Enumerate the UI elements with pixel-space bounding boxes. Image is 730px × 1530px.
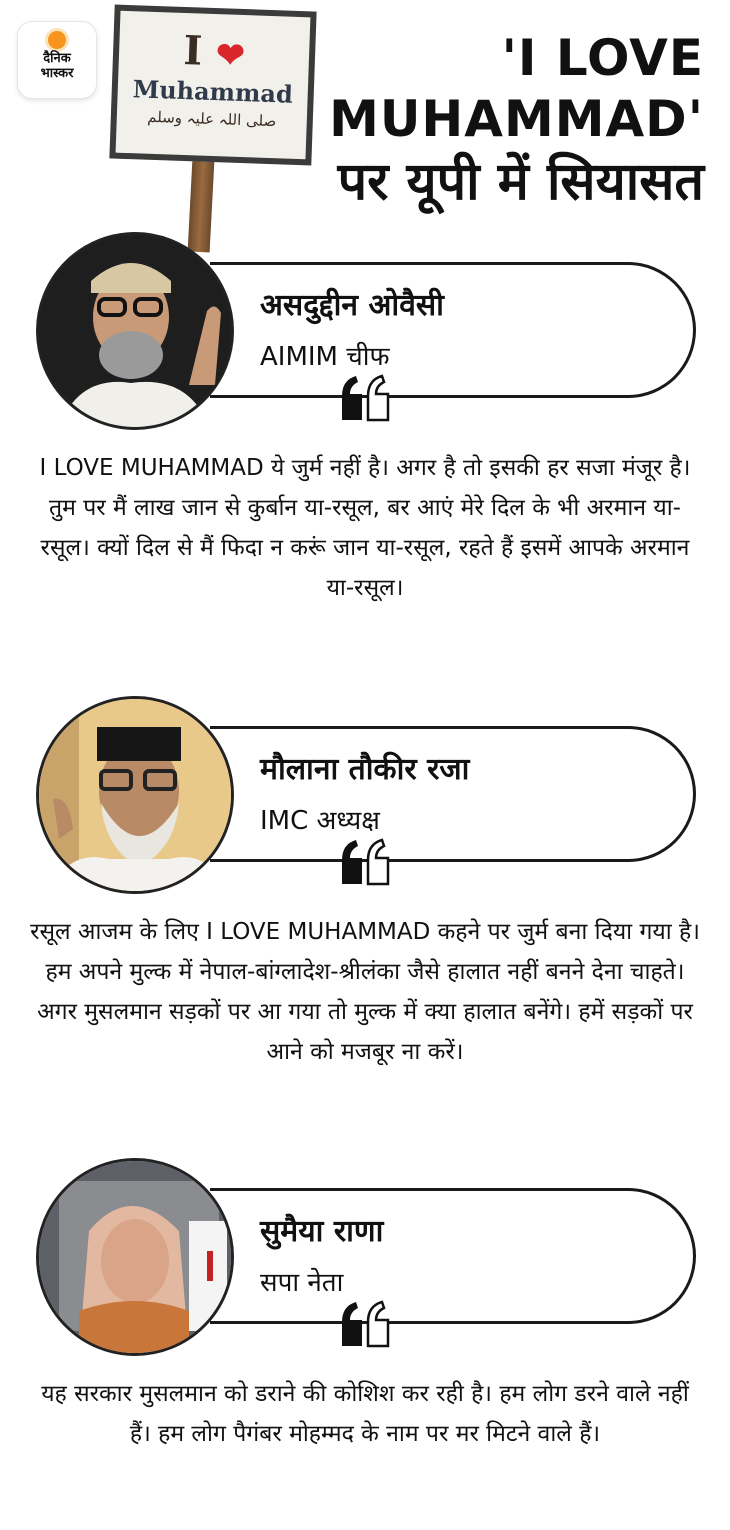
placard-line1 bbox=[118, 25, 310, 79]
quote-icon bbox=[340, 1298, 392, 1348]
placard-line2: Muhammad bbox=[132, 74, 294, 109]
title-line3: पर यूपी में सियासत bbox=[337, 152, 704, 212]
speaker-card-1 bbox=[210, 262, 696, 398]
speaker-photo-2 bbox=[36, 696, 234, 894]
placard-stick bbox=[188, 159, 215, 252]
speaker-card-2 bbox=[210, 726, 696, 862]
quote-icon bbox=[340, 836, 392, 886]
speaker-photo-1 bbox=[36, 232, 234, 430]
speaker-name: असदुद्दीन ओवैसी bbox=[260, 288, 444, 323]
speaker-quote-1: I LOVE MUHAMMAD ये जुर्म नहीं है। अगर है तो इसकी हर सजा मंजूर है। तुम पर मैं लाख जान से कुर्बान या-रसूल, बर आएं मेरे दिल के भी अरमान या-रसूल। क्यों दिल से मैं फिदा न करूं जान या-रसूल, रहते हैं इसमें आपके अरमान या-रसूल। bbox=[39, 455, 691, 601]
quote-icon bbox=[340, 372, 392, 422]
placard-line3: صلی اللہ علیہ وسلم bbox=[147, 107, 277, 131]
speaker-name: सुमैया राणा bbox=[260, 1214, 384, 1249]
placard bbox=[109, 5, 316, 166]
placard-letter: I bbox=[182, 26, 204, 75]
speaker-photo-3 bbox=[36, 1158, 234, 1356]
speaker-role: सपा नेता bbox=[260, 1268, 344, 1298]
logo-line2: भास्कर bbox=[40, 66, 74, 81]
sun-icon bbox=[48, 31, 66, 49]
logo-line1: दैनिक bbox=[43, 51, 71, 66]
title-line1: 'I LOVE bbox=[501, 29, 704, 87]
speaker-role: AIMIM चीफ bbox=[260, 342, 390, 372]
heart-icon: ❤ bbox=[215, 35, 246, 77]
page-title bbox=[329, 28, 704, 214]
speaker-quote-3: यह सरकार मुसलमान को डराने की कोशिश कर रही है। हम लोग डरने वाले नहीं हैं। हम लोग पैगंबर मोहम्मद के नाम पर मर मिटने वाले हैं। bbox=[41, 1381, 689, 1447]
speaker-quote-2: रसूल आजम के लिए I LOVE MUHAMMAD कहने पर जुर्म बना दिया गया है। हम अपने मुल्क में नेपाल-बांग्लादेश-श्रीलंका जैसे हालात नहीं बनने देना चाहते। अगर मुसलमान सड़कों पर आ गया तो मुल्क में क्या हालात बनेंगे। हमें सड़कों पर आने को मजबूर ना करें। bbox=[30, 919, 700, 1065]
speaker-card-3 bbox=[210, 1188, 696, 1324]
speaker-role: IMC अध्यक्ष bbox=[260, 806, 380, 836]
title-line2: MUHAMMAD' bbox=[329, 90, 704, 148]
brand-logo bbox=[18, 22, 96, 98]
speaker-name: मौलाना तौकीर रजा bbox=[260, 752, 470, 787]
